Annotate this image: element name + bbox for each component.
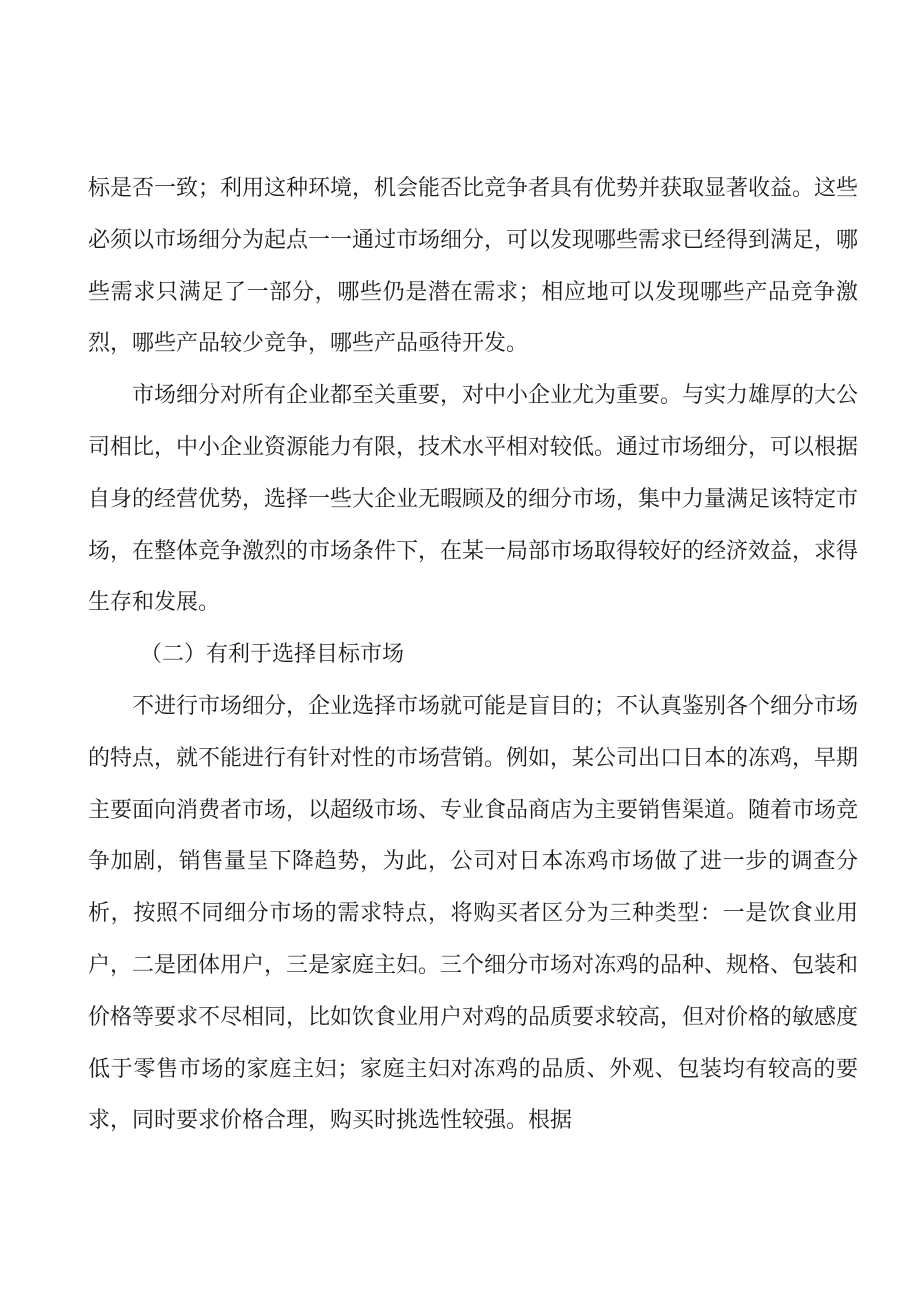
paragraph-sme-importance: 市场细分对所有企业都至关重要，对中小企业尤为重要。与实力雄厚的大公司相比，中小企业资源能力有限，技术水平相对较低。通过市场细分，可以根据自身的经营优势，选择一些大企业无暇顾及的细分市场，集中力量满足该特定市场，在整体竞争激烈的市场条件下，在某一局部市场取得较好的经济效益，求得生存和发展。	[88, 383, 859, 616]
section-heading-target-market: （二）有利于选择目标市场	[140, 642, 405, 668]
paragraph-frozen-chicken-example: 不进行市场细分，企业选择市场就可能是盲目的；不认真鉴别各个细分市场的特点，就不能进行有针对性的市场营销。例如，某公司出口日本的冻鸡，早期主要面向消费者市场，以超级市场、专业食品商店为主要销售渠道。随着市场竞争加剧，销售量呈下降趋势，为此，公司对日本冻鸡市场做了进一步的调查分析，按照不同细分市场的需求特点，将购买者区分为三种类型：一是饮食业用户，二是团体用户，三是家庭主妇。三个细分市场对冻鸡的品种、规格、包装和价格等要求不尽相同，比如饮食业用户对鸡的品质要求较高，但对价格的敏感度低于零售市场的家庭主妇；家庭主妇对冻鸡的品质、外观、包装均有较高的要求，同时要求价格合理，购买时挑选性较强。根据	[88, 693, 859, 1134]
document-body	[88, 163, 858, 1147]
paragraph-market-needs: 标是否一致；利用这种环境，机会能否比竞争者具有优势并获取显著收益。这些必须以市场细分为起点一一通过市场细分，可以发现哪些需求已经得到满足，哪些需求只满足了一部分，哪些仍是潜在需求；相应地可以发现哪些产品竞争激烈，哪些产品较少竞争，哪些产品亟待开发。	[88, 176, 859, 357]
